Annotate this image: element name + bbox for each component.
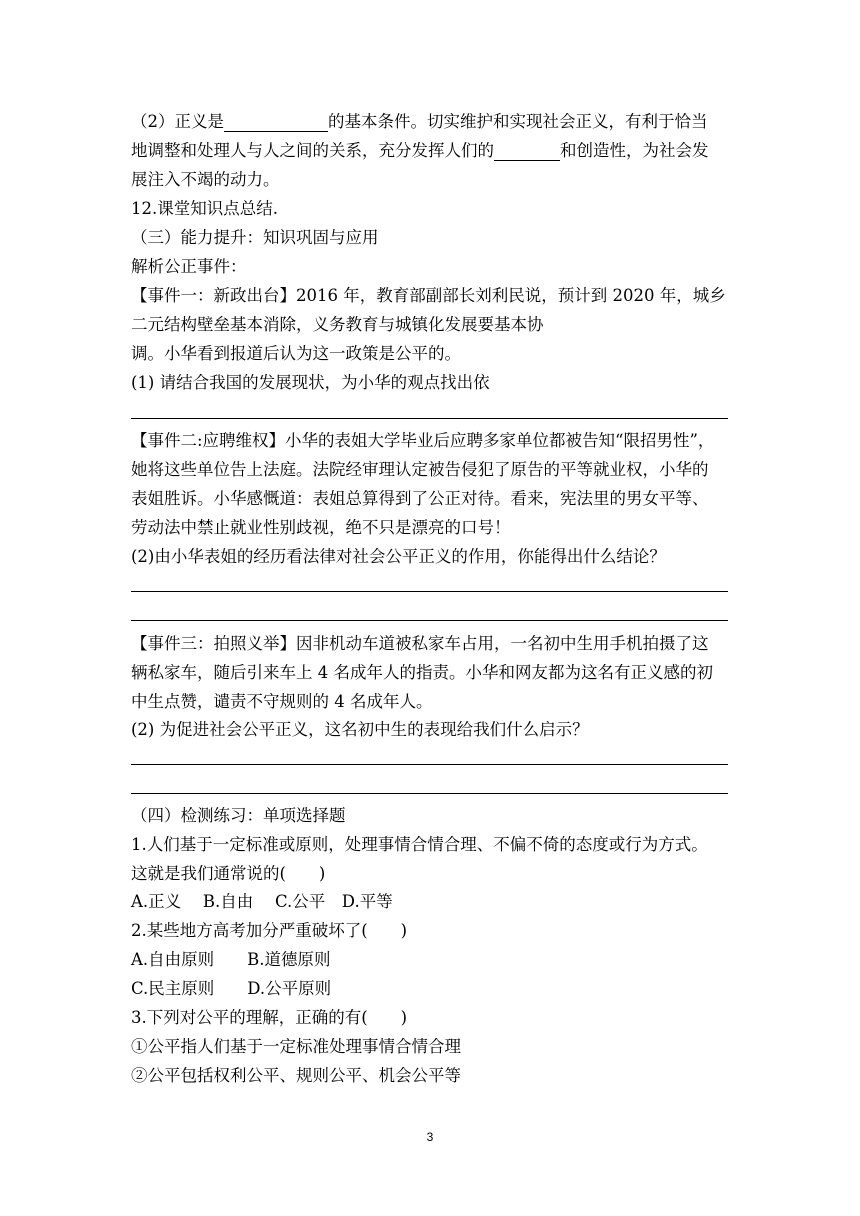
event3-question: (2) 为促进社会公平正义，这名初中生的表现给我们什么启示？ [131,720,589,739]
event2-line3: 表姐胜诉。小华感慨道：表姐总算得到了公正对待。看来，宪法里的男女平等、 [131,489,709,508]
event1-question: (1) 请结合我国的发展现状，为小华的观点找出依 [131,373,490,392]
item2-text-a: （2）正义是 [131,112,224,131]
item2-text-c: 地调整和处理人与人之间的关系，充分发挥人们的 [131,141,494,160]
event2-line4: 劳动法中禁止就业性别歧视，绝不只是漂亮的口号！ [131,518,511,537]
event1-line1: 【事件一：新政出台】2016 年，教育部副部长刘利民说，预计到 2020 年，城乡 [131,286,726,305]
q3-item1: ①公平指人们基于一定标准处理事情合情合理 [131,1037,461,1056]
event3-line2: 辆私家车，随后引来车上 4 名成年人的指责。小华和网友都为这名有正义感的初 [131,663,713,682]
answer-line-3[interactable] [131,620,728,621]
answer-line-2[interactable] [131,591,728,592]
event2-line2: 她将这些单位告上法庭。法院经审理认定被告侵犯了原告的平等就业权，小华的 [131,460,709,479]
answer-line-5[interactable] [131,793,728,794]
item2-text-d: 和创造性，为社会发 [560,141,709,160]
q2-options-row1: A.自由原则 B.道德原则 [131,950,331,969]
blank-2[interactable] [494,142,560,161]
event1-line2: 二元结构壁垒基本消除，义务教育与城镇化发展要基本协 [131,315,544,334]
answer-line-4[interactable] [131,764,728,765]
event3-line1: 【事件三：拍照义举】因非机动车道被私家车占用，一名初中生用手机拍摄了这 [131,634,709,653]
q2-options-row2: C.民主原则 D.公平原则 [131,979,332,998]
event1-line3: 调。小华看到报道后认为这一政策是公平的。 [131,344,461,363]
item2-line3: 展注入不竭的动力。 [131,170,280,189]
page-number: 3 [426,1130,434,1144]
item2-line1 [131,112,708,132]
q3-item2: ②公平包括权利公平、规则公平、机会公平等 [131,1066,461,1085]
item12: 12.课堂知识点总结. [131,199,278,218]
item2-text-b: 的基本条件。切实维护和实现社会正义，有利于恰当 [328,112,708,131]
item2-line2 [131,141,709,161]
blank-1[interactable] [224,113,328,132]
analysis-intro: 解析公正事件： [131,257,247,276]
event2-line1: 【事件二:应聘维权】小华的表姐大学毕业后应聘多家单位都被告知“限招男性”， [131,431,715,450]
event2-question: (2)由小华表姐的经历看法律对社会公平正义的作用，你能得出什么结论？ [131,547,666,566]
q3-stem: 3.下列对公平的理解，正确的有( ) [131,1008,408,1027]
q1-line1: 1.人们基于一定标准或原则，处理事情合情合理、不偏不倚的态度或行为方式。 [131,835,708,854]
q1-line2: 这就是我们通常说的( ) [131,864,326,883]
q1-options: A.正义 B.自由 C.公平 D.平等 [131,892,393,911]
q2-stem: 2.某些地方高考加分严重破坏了( ) [131,921,408,940]
section4-heading: （四）检测练习：单项选择题 [131,806,346,825]
section3-heading: （三）能力提升：知识巩固与应用 [131,228,379,247]
event3-line3: 中生点赞，谴责不守规则的 4 名成年人。 [131,692,433,711]
answer-line-1[interactable] [131,418,728,419]
